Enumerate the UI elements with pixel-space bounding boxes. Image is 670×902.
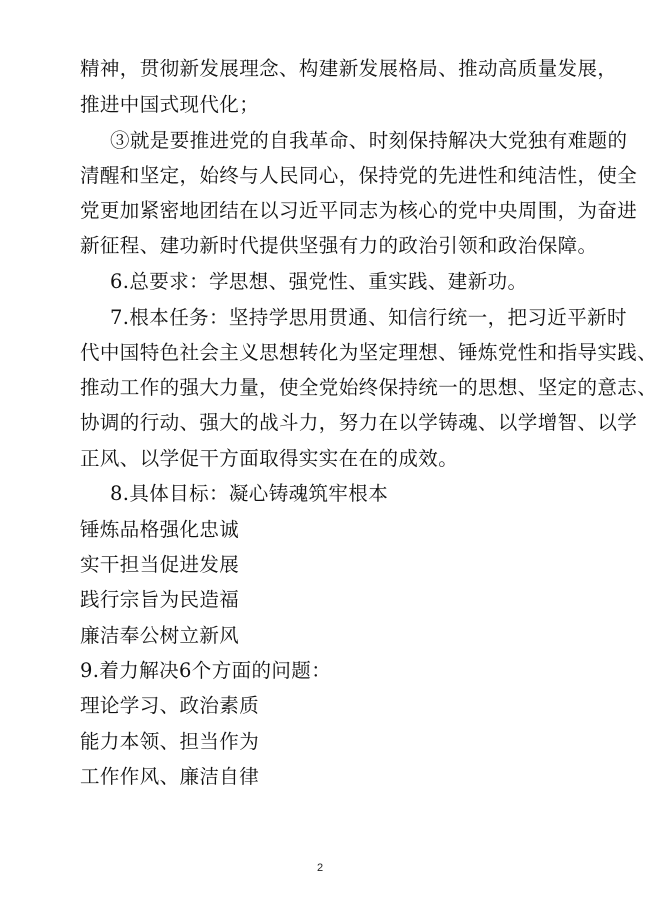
section-6-heading: 6.总要求：学思想、强党性、重实践、建新功。	[110, 270, 528, 293]
goal-item-3: 实干担当促进发展	[80, 553, 240, 576]
text-line-2: 推进中国式现代化；	[80, 93, 260, 116]
text-line-4: 清醒和坚定，始终与人民同心，保持党的先进性和纯洁性，使全	[80, 164, 638, 187]
problem-item-2: 能力本领、担当作为	[80, 730, 260, 753]
text-line-11: 协调的行动、强大的战斗力，努力在以学铸魂、以学增智、以学	[80, 411, 638, 434]
text-line-6: 新征程、建功新时代提供坚强有力的政治引领和政治保障。	[80, 234, 598, 257]
text-line-1: 精神，贯彻新发展理念、构建新发展格局、推动高质量发展，	[80, 57, 618, 80]
text-line-3: ③就是要推进党的自我革命、时刻保持解决大党独有难题的	[110, 129, 628, 152]
text-line-10: 推动工作的强大力量，使全党始终保持统一的思想、坚定的意志、	[80, 376, 658, 399]
section-8-heading: 8.具体目标：凝心铸魂筑牢根本	[110, 482, 389, 505]
goal-item-5: 廉洁奉公树立新风	[80, 624, 240, 647]
problem-item-3: 工作作风、廉洁自律	[80, 765, 260, 788]
text-line-12: 正风、以学促干方面取得实实在在的成效。	[80, 447, 459, 470]
goal-item-4: 践行宗旨为民造福	[80, 588, 240, 611]
section-9-heading: 9.着力解决6个方面的问题：	[80, 659, 332, 682]
text-line-9: 代中国特色社会主义思想转化为坚定理想、锤炼党性和指导实践、	[80, 341, 658, 364]
text-line-5: 党更加紧密地团结在以习近平同志为核心的党中央周围，为奋进	[80, 199, 638, 222]
goal-item-2: 锤炼品格强化忠诚	[80, 518, 240, 541]
page-number: 2	[316, 862, 324, 874]
section-7-heading: 7.根本任务：坚持学思用贯通、知信行统一，把习近平新时	[110, 306, 627, 329]
problem-item-1: 理论学习、政治素质	[80, 694, 260, 717]
